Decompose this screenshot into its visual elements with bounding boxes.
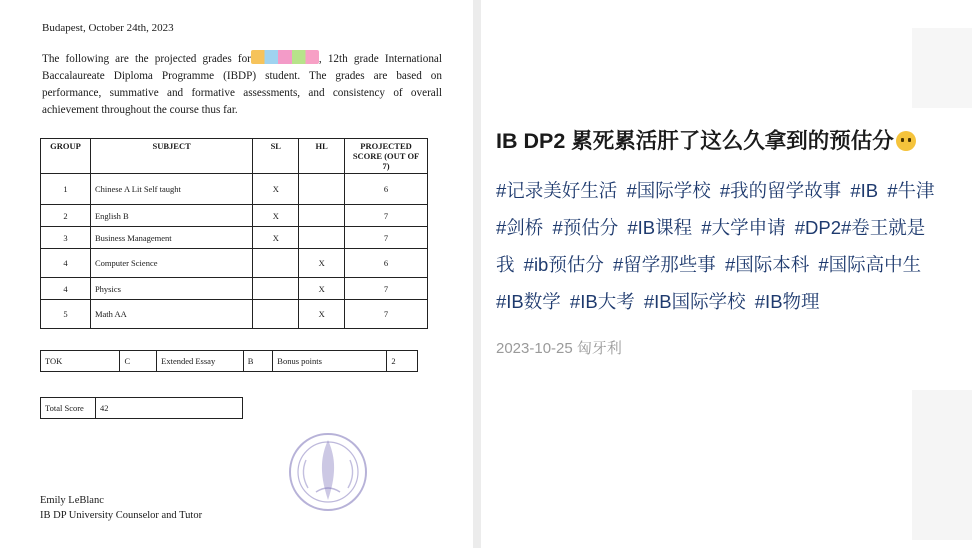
hashtag[interactable]: #牛津 [887, 180, 935, 201]
cell-score: 6 [345, 174, 428, 205]
table-row [41, 351, 418, 372]
cell-score: 7 [345, 227, 428, 249]
grade-report-document [0, 0, 473, 548]
cell-group: 1 [41, 174, 91, 205]
intro-text-end: , 12th grade International Baccalaureate Diploma Programme (IBDP) student. The grades are based on performance, summative and formative assessments, and consistency of overall achievement throughout the course thus far. [42, 53, 442, 116]
hashtag[interactable]: #国际本科 [724, 254, 810, 275]
cell-subject: English B [90, 205, 252, 227]
hashtag[interactable]: #IB课程 [627, 217, 693, 238]
cell-hl: X [299, 249, 345, 278]
table-row [41, 278, 428, 300]
redaction-sticker [251, 50, 319, 64]
header-subject: SUBJECT [90, 139, 252, 174]
cell-group: 4 [41, 278, 91, 300]
hashtag[interactable]: #留学那些事 [613, 254, 716, 275]
cell-score: 7 [345, 278, 428, 300]
cell-subject: Chinese A Lit Self taught [90, 174, 252, 205]
cell-sl [253, 278, 299, 300]
hashtag[interactable]: #剑桥 [496, 217, 544, 238]
total-label: Total Score [41, 398, 96, 419]
hashtag[interactable]: #国际高中生 [818, 254, 922, 275]
bonus-value: 2 [387, 351, 418, 372]
post-date: 2023-10-25 [496, 340, 573, 357]
panel-divider [473, 0, 481, 548]
hashtag[interactable]: #预估分 [552, 217, 619, 238]
crying-face-icon [896, 131, 916, 151]
cell-sl [253, 249, 299, 278]
cell-group: 2 [41, 205, 91, 227]
cell-subject: Physics [90, 278, 252, 300]
background-shade [912, 390, 972, 540]
cell-score: 7 [345, 300, 428, 329]
hashtag[interactable]: #IB数学 [496, 291, 561, 312]
cell-hl [299, 205, 345, 227]
post-panel [481, 0, 972, 548]
table-row [41, 398, 243, 419]
cell-group: 5 [41, 300, 91, 329]
hashtag[interactable]: #IB物理 [754, 291, 820, 312]
bonus-label: Bonus points [273, 351, 387, 372]
table-header-row [41, 139, 428, 174]
letter-intro [42, 50, 442, 119]
ee-label: Extended Essay [157, 351, 244, 372]
cell-score: 6 [345, 249, 428, 278]
core-components-table [40, 350, 418, 372]
signer-name: Emily LeBlanc [40, 495, 104, 506]
table-row [41, 205, 428, 227]
hashtag[interactable]: #我的留学故事 [719, 180, 842, 201]
background-shade [912, 28, 972, 108]
table-row [41, 249, 428, 278]
hashtag[interactable]: #DP2#卷王就是我 [496, 217, 926, 275]
hashtag-list [496, 172, 946, 320]
cell-hl: X [299, 278, 345, 300]
post-location: 匈牙利 [576, 340, 622, 357]
cell-subject: Math AA [90, 300, 252, 329]
cell-sl [253, 300, 299, 329]
post-title [496, 124, 916, 155]
cell-hl [299, 174, 345, 205]
total-value: 42 [96, 398, 243, 419]
table-row [41, 174, 428, 205]
post-title-text: IB DP2 累死累活肝了这么久拿到的预估分 [496, 129, 894, 153]
ee-grade: B [243, 351, 273, 372]
signer-title: IB DP University Counselor and Tutor [40, 510, 203, 521]
hashtag[interactable]: #记录美好生活 [496, 180, 618, 201]
letter-date: Budapest, October 24th, 2023 [42, 22, 174, 34]
hashtag[interactable]: #大学申请 [701, 217, 786, 238]
cell-group: 4 [41, 249, 91, 278]
intro-text-start: The following are the projected grades for [42, 53, 251, 65]
table-row [41, 300, 428, 329]
hashtag[interactable]: #ib预估分 [523, 254, 604, 275]
cell-subject: Computer Science [90, 249, 252, 278]
cell-sl: X [253, 174, 299, 205]
cell-hl: X [299, 300, 345, 329]
cell-sl: X [253, 227, 299, 249]
header-group: GROUP [41, 139, 91, 174]
cell-hl [299, 227, 345, 249]
hashtag[interactable]: #IB大考 [569, 291, 635, 312]
hashtag[interactable]: #IB [850, 180, 879, 201]
tok-grade: C [120, 351, 157, 372]
school-seal-stamp [286, 430, 370, 514]
hashtag[interactable]: #国际学校 [626, 180, 711, 201]
grades-table [40, 138, 428, 329]
header-sl: SL [253, 139, 299, 174]
tok-label: TOK [41, 351, 120, 372]
cell-sl: X [253, 205, 299, 227]
cell-score: 7 [345, 205, 428, 227]
signature-block [40, 493, 202, 523]
cell-group: 3 [41, 227, 91, 249]
header-hl: HL [299, 139, 345, 174]
table-row [41, 227, 428, 249]
hashtag[interactable]: #IB国际学校 [643, 291, 746, 312]
cell-subject: Business Management [90, 227, 252, 249]
header-projected-score: PROJECTED SCORE (OUT OF 7) [345, 139, 428, 174]
post-meta [496, 337, 622, 358]
total-score-table [40, 397, 243, 419]
